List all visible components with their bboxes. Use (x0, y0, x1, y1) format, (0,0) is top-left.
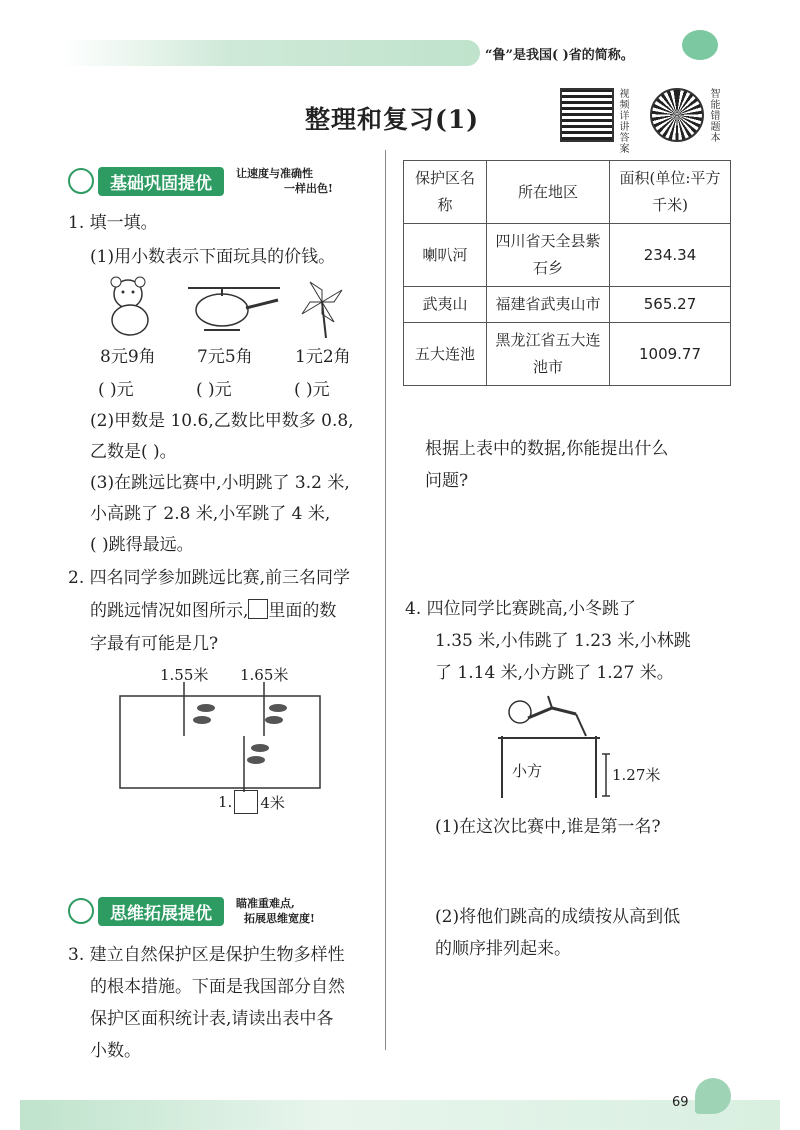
section-header-extend (68, 898, 315, 924)
qr-label-mistakes: 智能错题本 (708, 88, 719, 143)
table-cell: 234.34 (610, 224, 731, 287)
header-band (60, 40, 480, 66)
q2-line: 2. 四名同学参加跳远比赛,前三名同学 (68, 568, 351, 588)
q1-sub3-line: 小高跳了 2.8 米,小军跳了 4 米, (90, 504, 331, 524)
dolphin-icon (695, 1078, 731, 1114)
slogan-line: 瞄准重难点, (236, 897, 295, 910)
answer-box[interactable] (234, 790, 258, 814)
answer-blank[interactable]: ( )元 (98, 380, 134, 400)
section-label: 思维拓展提优 (98, 897, 224, 926)
mascot-icon (682, 30, 718, 60)
answer-prefix: 1. (218, 793, 233, 811)
table-cell: 1009.77 (610, 323, 731, 386)
table-cell: 黑龙江省五大连池市 (487, 323, 610, 386)
slogan-line: 拓展思维宽度! (244, 912, 315, 925)
q3-line: 保护区面积统计表,请读出表中各 (90, 1009, 334, 1029)
q1-sub2-line: (2)甲数是 10.6,乙数比甲数多 0.8, (90, 411, 354, 431)
q3-question: 问题? (425, 471, 469, 491)
table-row (404, 287, 731, 323)
section-header-basic (68, 168, 333, 194)
bar-height-label: 1.27米 (612, 766, 661, 784)
answer-box[interactable] (248, 599, 268, 619)
q4-sub1: (1)在这次比赛中,谁是第一名? (435, 817, 661, 837)
q1-sub3-line: (3)在跳远比赛中,小明跳了 3.2 米, (90, 473, 350, 493)
section-label: 基础巩固提优 (98, 167, 224, 196)
answer-blank[interactable]: ( )元 (196, 380, 232, 400)
q2-line: 字最有可能是几? (90, 634, 219, 654)
footer-band (20, 1100, 780, 1130)
mark-label: 1.55米 (160, 666, 209, 684)
teddy-bear-icon (111, 277, 148, 335)
jumper-icon (509, 696, 586, 736)
q4-sub2: 的顺序排列起来。 (435, 939, 571, 959)
q4-line: 4. 四位同学比赛跳高,小冬跳了 (405, 599, 637, 619)
q4-line: 了 1.14 米,小方跳了 1.27 米。 (435, 663, 674, 683)
table-cell: 武夷山 (404, 287, 487, 323)
q3-line: 小数。 (90, 1041, 141, 1061)
price-label: 7元5角 (197, 347, 253, 367)
q3-question: 根据上表中的数据,你能提出什么 (425, 439, 669, 459)
trivia-question: “鲁”是我国( )省的简称。 (485, 48, 634, 63)
q3-line: 3. 建立自然保护区是保护生物多样性 (68, 945, 345, 965)
q1-sub3-line[interactable]: ( )跳得最远。 (90, 535, 194, 555)
answer-blank[interactable]: ( )元 (294, 380, 330, 400)
high-jump-illustration (490, 690, 630, 800)
table-cell: 喇叭河 (404, 224, 487, 287)
q2-answer (218, 790, 285, 814)
table-header: 面积(单位:平方千米) (610, 161, 731, 224)
footprints-icon (193, 704, 287, 764)
planet-icon (68, 168, 94, 194)
q1-sub2-line[interactable]: 乙数是( )。 (90, 442, 177, 462)
answer-suffix: 4米 (260, 793, 285, 812)
q2-line (90, 596, 336, 627)
q4-line: 1.35 米,小伟跳了 1.23 米,小林跳 (435, 631, 691, 651)
qr-code-icon[interactable] (560, 88, 614, 142)
q2-text: 里面的数 (268, 601, 337, 621)
table-cell: 福建省武夷山市 (487, 287, 610, 323)
section-slogan (236, 166, 333, 196)
ufo-icon (68, 898, 94, 924)
qr-code-round-icon[interactable] (650, 88, 704, 142)
reserve-table (403, 160, 731, 386)
q1-sub1: (1)用小数表示下面玩具的价钱。 (90, 247, 336, 267)
section-slogan (236, 896, 315, 926)
slogan-line: 让速度与准确性 (236, 167, 313, 180)
jumper-name: 小方 (512, 762, 543, 780)
table-cell: 四川省天全县紫石乡 (487, 224, 610, 287)
column-divider (385, 150, 386, 1050)
mark-label: 1.65米 (240, 666, 289, 684)
slogan-line: 一样出色! (284, 182, 333, 195)
toy-illustrations (100, 276, 370, 338)
q3-line: 的根本措施。下面是我国部分自然 (90, 977, 345, 997)
table-row (404, 224, 731, 287)
price-label: 8元9角 (100, 347, 156, 367)
page-number: 69 (672, 1095, 689, 1110)
qr-label-video: 视频详讲答案 (617, 88, 628, 154)
table-header: 保护区名称 (404, 161, 487, 224)
pinwheel-icon (302, 282, 342, 338)
q2-text: 的跳远情况如图所示, (90, 601, 249, 621)
table-cell: 565.27 (610, 287, 731, 323)
helicopter-icon (188, 288, 280, 330)
price-label: 1元2角 (295, 347, 351, 367)
q1-title: 1. 填一填。 (68, 213, 158, 233)
table-row (404, 323, 731, 386)
page-title: 整理和复习(1) (305, 105, 480, 134)
table-cell: 五大连池 (404, 323, 487, 386)
table-header: 所在地区 (487, 161, 610, 224)
q4-sub2: (2)将他们跳高的成绩按从高到低 (435, 907, 681, 927)
table-header-row (404, 161, 731, 224)
